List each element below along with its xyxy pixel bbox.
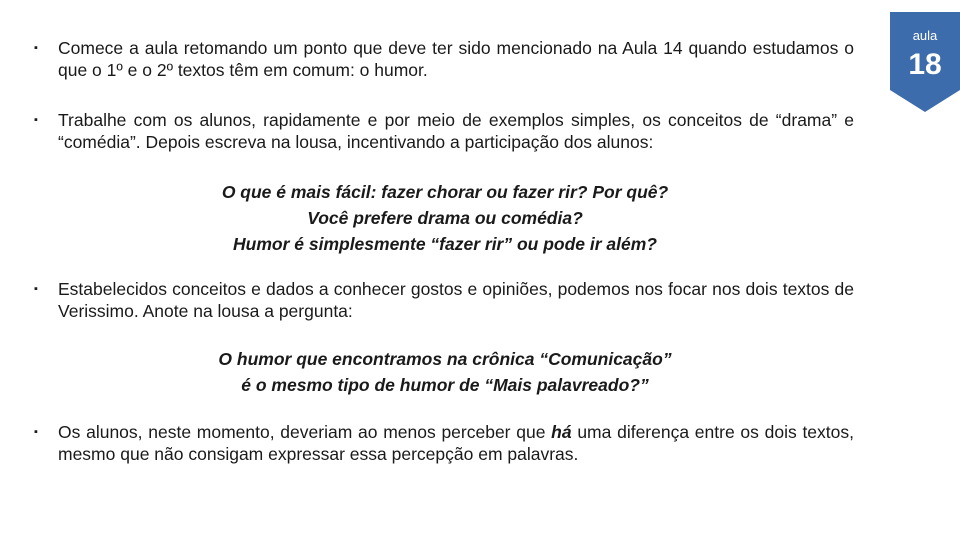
board-questions (0, 179, 890, 257)
badge-label: aula (912, 28, 938, 43)
bullet-item (34, 37, 854, 81)
board-question (0, 346, 890, 398)
bullet-text (58, 421, 854, 465)
question-line: O humor que encontramos na crônica “Comunicação” (218, 349, 672, 369)
badge-number: 18 (908, 48, 942, 81)
bullet-item (34, 109, 854, 153)
emphasis-word: há (551, 422, 572, 442)
question-line: Você prefere drama ou comédia? (307, 208, 583, 228)
bullet-text-end: uma diferença entre os dois textos, mesmo que não consigam expressar essa percepção em palavras. (58, 422, 854, 464)
bullet-marker-icon: ▪ (34, 114, 38, 126)
bullet-text: Trabalhe com os alunos, rapidamente e por meio de exemplos simples, os conceitos de “drama” e “comédia”. Depois escreva na lousa, incentivando a participação dos alunos: (58, 110, 854, 152)
bullet-marker-icon: ▪ (34, 283, 38, 295)
bullet-marker-icon: ▪ (34, 426, 38, 438)
question-line: Humor é simplesmente “fazer rir” ou pode ir além? (233, 234, 657, 254)
bullet-item (34, 421, 854, 465)
bullet-marker-icon: ▪ (34, 42, 38, 54)
bullet-text: Estabelecidos conceitos e dados a conhecer gostos e opiniões, podemos nos focar nos dois textos de Verissimo. Anote na lousa a pergunta: (58, 279, 854, 321)
question-line: O que é mais fácil: fazer chorar ou fazer rir? Por quê? (221, 182, 669, 202)
bullet-text-start: Os alunos, neste momento, deveriam ao menos perceber que (58, 422, 552, 442)
bullet-text: Comece a aula retomando um ponto que deve ter sido mencionado na Aula 14 quando estudamos o que o 1º e o 2º textos têm em comum: o humor. (58, 38, 854, 80)
lesson-badge (890, 12, 960, 112)
question-line: é o mesmo tipo de humor de “Mais palavreado?” (241, 375, 649, 395)
bullet-item (34, 278, 854, 322)
